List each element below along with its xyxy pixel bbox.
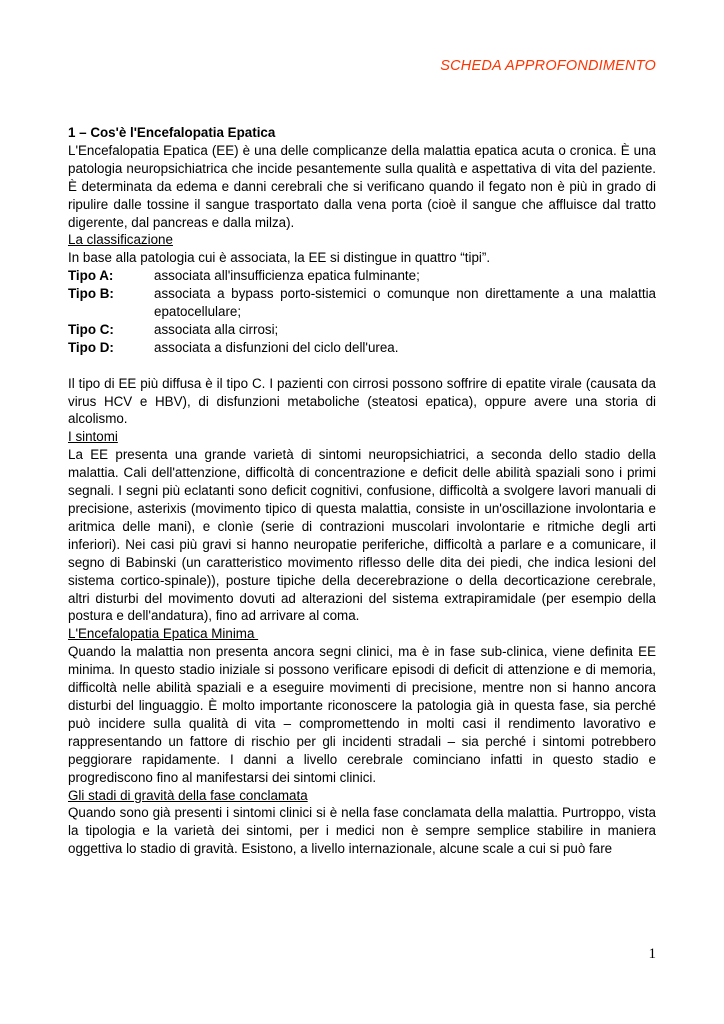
minimal-ee-heading: L'Encefalopatia Epatica Minima (68, 626, 259, 642)
classification-lead: In base alla patologia cui è associata, la EE si distingue in quattro “tipi”. (68, 250, 491, 266)
type-item (68, 339, 656, 357)
symptoms-heading: I sintomi (68, 429, 118, 445)
type-item (68, 285, 656, 321)
page-number: 1 (648, 946, 656, 962)
stages-paragraph: Quando sono già presenti i sintomi clinici si è nella fase conclamata della malattia. Purtroppo, vista la tipologia e la varietà dei sintomi, per i medici non è sempre semplice stabilire in maniera oggettiva lo stadio di gravità. Esistono, a livello internazionale, alcune scale a cui si può fare (68, 805, 656, 857)
type-key: Tipo A: (68, 268, 114, 284)
type-key: Tipo B: (68, 286, 114, 302)
type-desc: associata a disfunzioni del ciclo dell'urea. (154, 339, 399, 355)
type-desc: associata all'insufficienza epatica fulminante; (154, 268, 420, 284)
page-header-title: SCHEDA APPROFONDIMENTO (440, 58, 656, 74)
intro-paragraph: L'Encefalopatia Epatica (EE) è una delle complicanze della malattia epatica acuta o cronica. È una patologia neuropsichiatrica che incide pesantemente sulla qualità e aspettativa di vita del paziente. È determinata da edema e danni cerebrali che si verificano quando il fegato non è più in grado di ripulire dalle tossine il sangue trasportato dalla vena porta (cioè il sangue che affluisce dal tratto digerente, dal pancreas e dalla milza). (68, 142, 656, 230)
section-heading: 1 – Cos'è l'Encefalopatia Epatica (68, 125, 276, 140)
minimal-ee-paragraph: Quando la malattia non presenta ancora segni clinici, ma è in fase sub-clinica, viene definita EE minima. In questo stadio iniziale si possono verificare episodi di deficit di attenzione e di memoria, difficoltà nelle abilità spaziali e a eseguire movimenti di precisione, mentre non si hanno ancora disturbi del linguaggio. È molto importante riconoscere la patologia già in questa fase, sia perché può incidere sulla qualità di vita – compromettendo in molti casi il rendimento lavorativo e rappresentando un fattore di rischio per gli incidenti stradali – sia perché i sintomi potrebbero peggiorare rapidamente. I danni a livello cerebrale cominciano infatti in questo stadio e progrediscono fino al manifestarsi dei sintomi clinici. (68, 644, 656, 785)
document-body (68, 124, 656, 858)
classification-note: Il tipo di EE più diffusa è il tipo C. I pazienti con cirrosi possono soffrire di epatite virale (causata da virus HCV e HBV), di disfunzioni metaboliche (steatosi epatica), oppure avere una storia di alcolismo. (68, 375, 656, 427)
type-desc: associata alla cirrosi; (154, 321, 279, 337)
type-item (68, 267, 656, 285)
classification-heading: La classificazione (68, 232, 173, 248)
type-item (68, 321, 656, 339)
symptoms-paragraph: La EE presenta una grande varietà di sintomi neuropsichiatrici, a seconda dello stadio della malattia. Cali dell'attenzione, difficoltà di concentrazione e deficit delle abilità spaziali sono i primi segnali. I segni più eclatanti sono deficit cognitivi, confusione, difficoltà a svolgere lavori manuali di precisione, asterixis (movimento tipico di questa malattia, consiste in un'oscillazione involontaria e aritmica delle mani), e clonìe (serie di contrazioni muscolari involontarie e ritmiche degli arti inferiori). Nei casi più gravi si hanno neuropatie periferiche, difficoltà a parlare e a comunicare, il segno di Babinski (un caratteristico movimento riflesso delle dita dei piedi, che indica lesioni del sistema cortico-spinale)), posture tipiche della decerebrazione o della decorticazione cerebrale, altri disturbi del movimento dovuti ad alterazioni del sistema extrapiramidale (per esempio della postura e dell'andatura), fino ad arrivare al coma. (68, 447, 656, 624)
stages-heading: Gli stadi di gravità della fase conclamata (68, 787, 308, 803)
type-desc: associata a bypass porto-sistemici o comunque non direttamente a una malattia epatocellulare; (154, 286, 656, 320)
type-key: Tipo C: (68, 321, 114, 337)
type-list (68, 267, 656, 357)
type-key: Tipo D: (68, 339, 114, 355)
